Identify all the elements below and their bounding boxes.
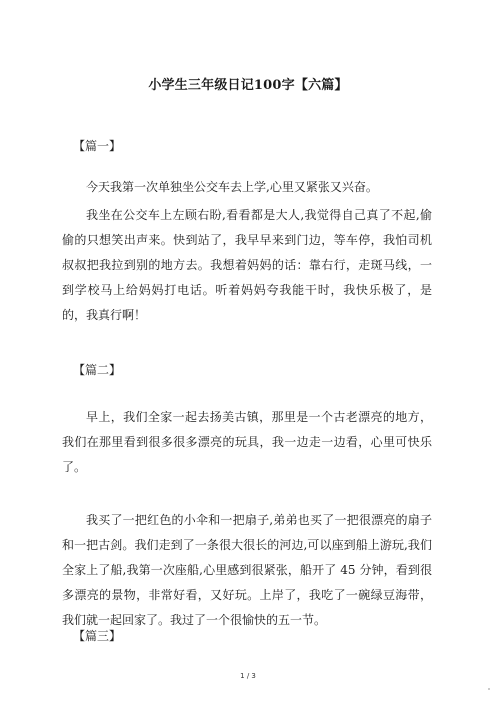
document-title: 小学生三年级日记100字【六篇】 [148, 78, 348, 93]
section-1-paragraph-1: 今天我第一次单独坐公交车去上学,心里又紧张又兴奋。 [86, 180, 378, 194]
section-2-paragraph-2: 我买了一把红色的小伞和一把扇子,弟弟也买了一把很漂亮的扇子和一把古剑。我们走到了一条很大很长的河边,可以座到船上游玩,我们全家上了船,我第一次座船,心里感到很紧张，船开了 45 分钟，看到很多漂亮的景物，非常好看，又好玩。上岸了，我吃了一碗绿豆海带，我们就一起回家了。我过了一个很愉快的五一节。 [62, 513, 432, 627]
section-2-paragraph-1: 早上，我们全家一起去扬美古镇，那里是一个古老漂亮的地方，我们在那里看到很多很多漂亮的玩具，我一边走一边看，心里可快乐了。 [62, 410, 432, 474]
section-heading-1: 【篇一】 [73, 139, 122, 153]
section-heading-3: 【篇三】 [73, 629, 122, 643]
corner-mark [488, 688, 490, 690]
section-1-paragraph-2: 我坐在公交车上左顾右盼,看看都是大人,我觉得自己真了不起,偷偷的只想笑出声来。快到站了，我早早来到门边，等车停，我怕司机叔叔把我拉到别的地方去。我想着妈妈的话：靠右行，走斑马线，一到学校马上给妈妈打电话。听着妈妈夸我能干时，我快乐极了，是的，我真行啊！ [62, 208, 432, 322]
section-heading-2: 【篇二】 [73, 363, 122, 377]
page-indicator: 1 / 3 [240, 672, 256, 680]
